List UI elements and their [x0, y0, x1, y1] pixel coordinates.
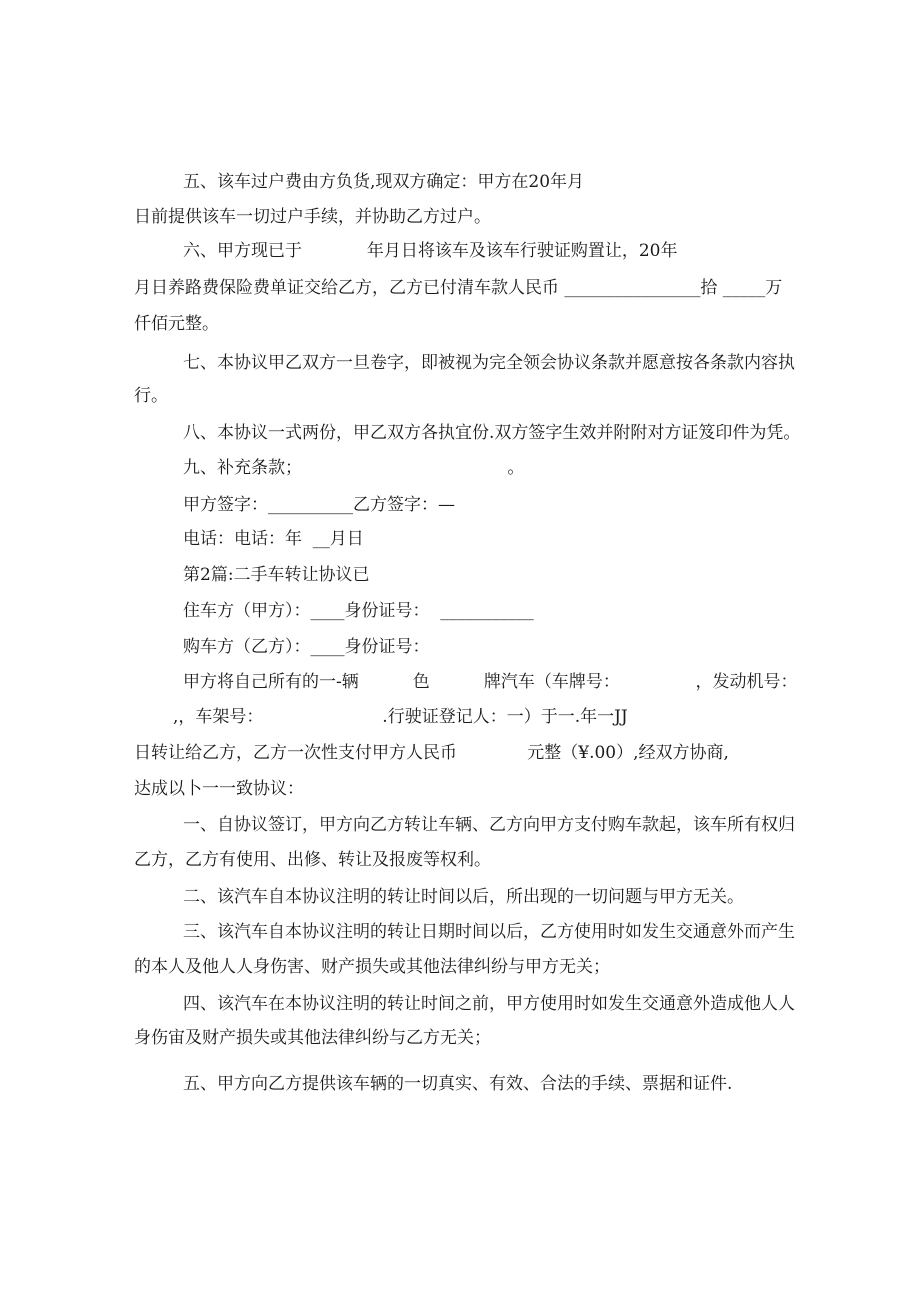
- text-line: 九、补充条款； 。: [183, 458, 525, 478]
- text-line: 月日养路费保险费单证交给乙方，乙方已付清车款人民币 ________________拾 _____万: [134, 278, 783, 298]
- text-line: ,，车架号： .行驶证登记人：一）于一.年一JJ: [173, 707, 628, 727]
- text-line: 五、该车过户费由方负货,现双方确定：甲方在20年月: [183, 172, 585, 192]
- text-line: 的本人及他人人身伤害、财产损失或其他法律纠纷与甲方无关；: [134, 957, 610, 977]
- text-line: 四、该汽车在本协议注明的转让时间之前，甲方使用时如发生交通意外造成他人人: [183, 994, 795, 1014]
- text-line: 五、甲方向乙方提供该车辆的一切真实、有效、合法的手续、票据和证件.: [183, 1074, 733, 1094]
- text-line: 购车方（乙方）：____身份证号：: [183, 637, 430, 657]
- text-line: 六、甲方现已于 年月日将该车及该车行驶证购置让，20年: [183, 241, 678, 261]
- text-line: 达成以卜一一致协议：: [134, 779, 304, 799]
- text-line: 住车方（甲方）：____身份证号： ___________: [183, 601, 534, 621]
- text-line: 一、自协议签订，甲方向乙方转让车辆、乙方向甲方支付购车款起，该车所有权归: [183, 815, 795, 835]
- text-line: 乙方，乙方有使用、出修、转让及报废等权利。: [134, 850, 491, 870]
- text-line: 甲方将自己所有的一-辆 色 牌汽车（车牌号： ，发动机号：: [183, 672, 798, 692]
- text-line: 甲方签字：__________乙方签字：—: [183, 495, 455, 515]
- text-line: 二、该汽车自本协议注明的转让时间以后，所出现的一切问题与甲方无关。: [183, 887, 744, 907]
- text-line: 行。: [134, 386, 168, 406]
- text-line: 八、本协议一式两份，甲乙双方各执宜份.双方签字生效并附附对方证笈印件为凭。: [183, 423, 801, 443]
- text-line: 日转让给乙方，乙方一次性支付甲方人民币 元整（¥.00）,经双方协商,: [134, 743, 729, 763]
- text-line: 日前提供该车一切过户手续，并协助乙方过户。: [134, 207, 491, 227]
- text-line: 第2篇:二手车转让协议已: [183, 565, 370, 585]
- text-line: 身伤宙及财产损失或其他法律纠纷与乙方无关；: [134, 1028, 491, 1048]
- text-line: 电话：电话：年 __月日: [183, 529, 364, 549]
- text-line: 仟佰元整。: [134, 314, 219, 334]
- text-line: 七、本协议甲乙双方一旦卷字，即被视为完全领会协议条款并愿意按各条款内容执: [183, 353, 795, 373]
- text-line: 三、该汽车自本协议注明的转让日期时间以后，乙方使用时如发生交通意外而产生: [183, 922, 795, 942]
